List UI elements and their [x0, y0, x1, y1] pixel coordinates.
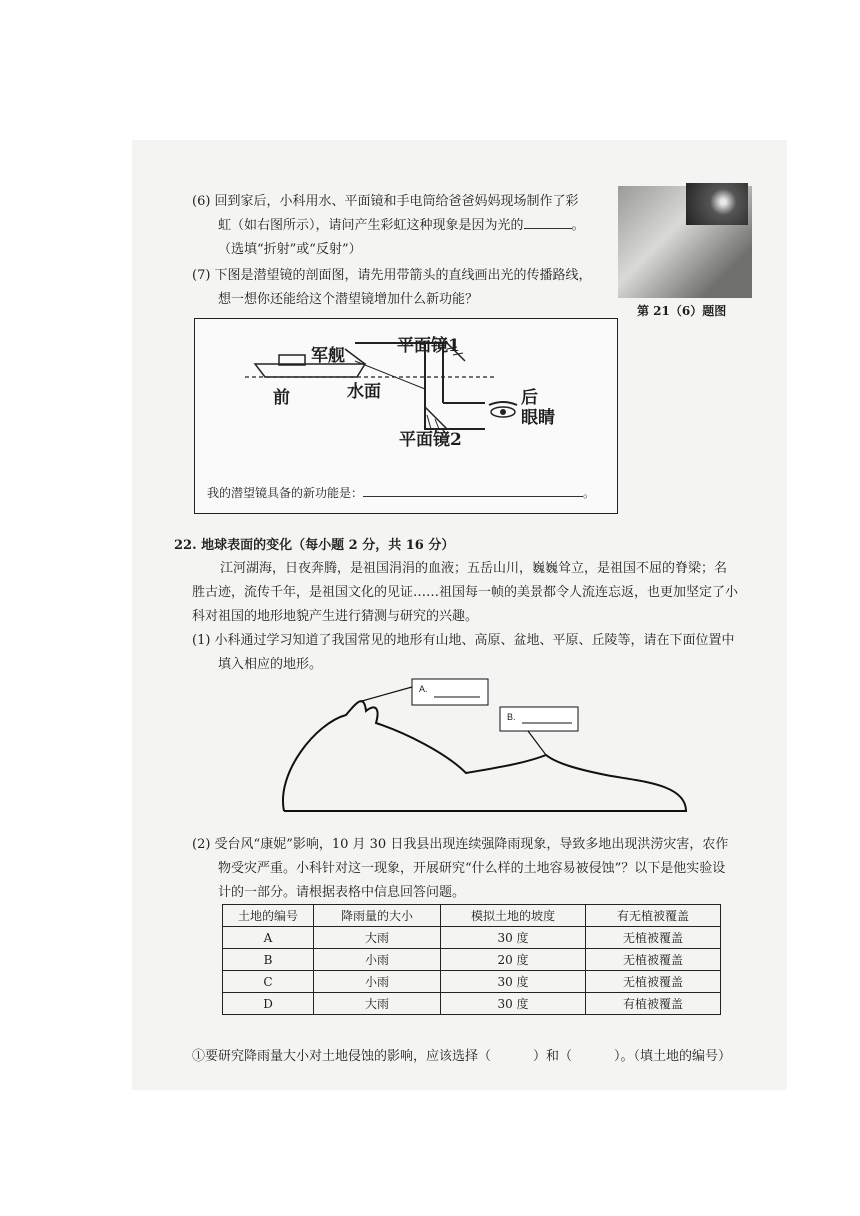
q22-sub1-text: ①要研究降雨量大小对土地侵蚀的影响，应该选择（: [192, 1049, 492, 1064]
table-cell: B: [223, 949, 314, 971]
erosion-table: [222, 904, 721, 1015]
table-cell: 30 度: [441, 927, 586, 949]
label-front: 前: [273, 388, 290, 408]
q7-line1: (7) 下图是潜望镜的剖面图，请先用带箭头的直线画出光的传播路线，: [192, 268, 592, 283]
table-cell: C: [223, 971, 314, 993]
q22-part2-line2: 物受灾严重。小科针对这一现象，开展研究“什么样的土地容易被侵蚀”？以下是他实验设: [218, 861, 726, 876]
q7-line2: 想一想你还能给这个潜望镜增加什么新功能？: [218, 292, 479, 307]
table-header: 模拟土地的坡度: [441, 905, 586, 927]
q6-line2: [218, 215, 585, 237]
table-cell: 无植被覆盖: [586, 927, 721, 949]
q22-sub1-and: ）和（: [533, 1049, 573, 1064]
label-warship: 军舰: [311, 346, 345, 366]
table-row: [223, 993, 721, 1015]
table-cell: 小雨: [314, 971, 441, 993]
table-header: 降雨量的大小: [314, 905, 441, 927]
q7-answer-prompt: 我的潜望镜具备的新功能是：: [207, 486, 364, 500]
label-back: 后: [521, 388, 538, 408]
q7-answer-blank[interactable]: [363, 485, 583, 497]
q22-intro-1: 江河湖海，日夜奔腾，是祖国涓涓的血液；五岳山川，巍巍耸立，是祖国不屈的脊梁；名: [220, 561, 728, 576]
q22-sub1: [192, 1046, 731, 1068]
table-cell: 有植被覆盖: [586, 993, 721, 1015]
q22-sub1-end: ）。（填土地的编号）: [614, 1049, 732, 1064]
q7-answer-line: 我的潜望镜具备的新功能是： 。: [207, 486, 596, 500]
q22-heading: 22. 地球表面的变化（每小题 2 分，共 16 分）: [174, 538, 455, 553]
rainbow-photo-inset: [686, 183, 748, 225]
label-water: 水面: [347, 382, 381, 402]
table-cell: 大雨: [314, 993, 441, 1015]
terrain-diagram: [276, 663, 696, 833]
q6-answer-blank[interactable]: [524, 216, 572, 229]
label-mirror1: 平面镜1: [397, 336, 460, 356]
label-mirror2: 平面镜2: [399, 430, 462, 450]
table-cell: 小雨: [314, 949, 441, 971]
table-header: 土地的编号: [223, 905, 314, 927]
table-row: [223, 971, 721, 993]
table-row: [223, 949, 721, 971]
q22-intro-2: 胜古迹，流传千年，是祖国文化的见证……祖国每一帧的美景都令人流连忘返，也更加坚定了小: [192, 585, 739, 600]
label-b: B.: [507, 712, 516, 722]
table-cell: A: [223, 927, 314, 949]
q6-line1: (6) 回到家后，小科用水、平面镜和手电筒给爸爸妈妈现场制作了彩: [192, 194, 579, 209]
q6-line2-end: 。: [571, 218, 585, 233]
table-cell: 大雨: [314, 927, 441, 949]
label-eye: 眼睛: [521, 408, 555, 428]
q22-part1-line1: (1) 小科通过学习知道了我国常见的地形有山地、高原、盆地、平原、丘陵等，请在下面位置中: [192, 633, 735, 648]
photo-caption: 第 21（6）题图: [637, 304, 727, 318]
table-cell: 无植被覆盖: [586, 971, 721, 993]
table-cell: 20 度: [441, 949, 586, 971]
table-cell: 30 度: [441, 971, 586, 993]
q22-part1-line2: 填入相应的地形。: [218, 657, 323, 672]
table-header: 有无植被覆盖: [586, 905, 721, 927]
q6-line2-text: 虹（如右图所示），请问产生彩虹这种现象是因为光的: [218, 218, 524, 233]
label-a: A.: [419, 684, 428, 694]
table-cell: 30 度: [441, 993, 586, 1015]
q22-part2-line3: 计的一部分。请根据表格中信息回答问题。: [218, 885, 466, 900]
periscope-diagram: [194, 318, 618, 514]
q22-part2-line1: (2) 受台风“康妮”影响，10 月 30 日我县出现连续强降雨现象，导致多地出现洪涝灾害，农作: [192, 837, 729, 852]
q6-line3: （选填“折射”或“反射”）: [218, 242, 362, 257]
table-cell: 无植被覆盖: [586, 949, 721, 971]
table-row: [223, 927, 721, 949]
table-cell: D: [223, 993, 314, 1015]
q22-intro-3: 科对祖国的地形地貌产生进行猜测与研究的兴趣。: [192, 609, 479, 624]
table-header-row: [223, 905, 721, 927]
